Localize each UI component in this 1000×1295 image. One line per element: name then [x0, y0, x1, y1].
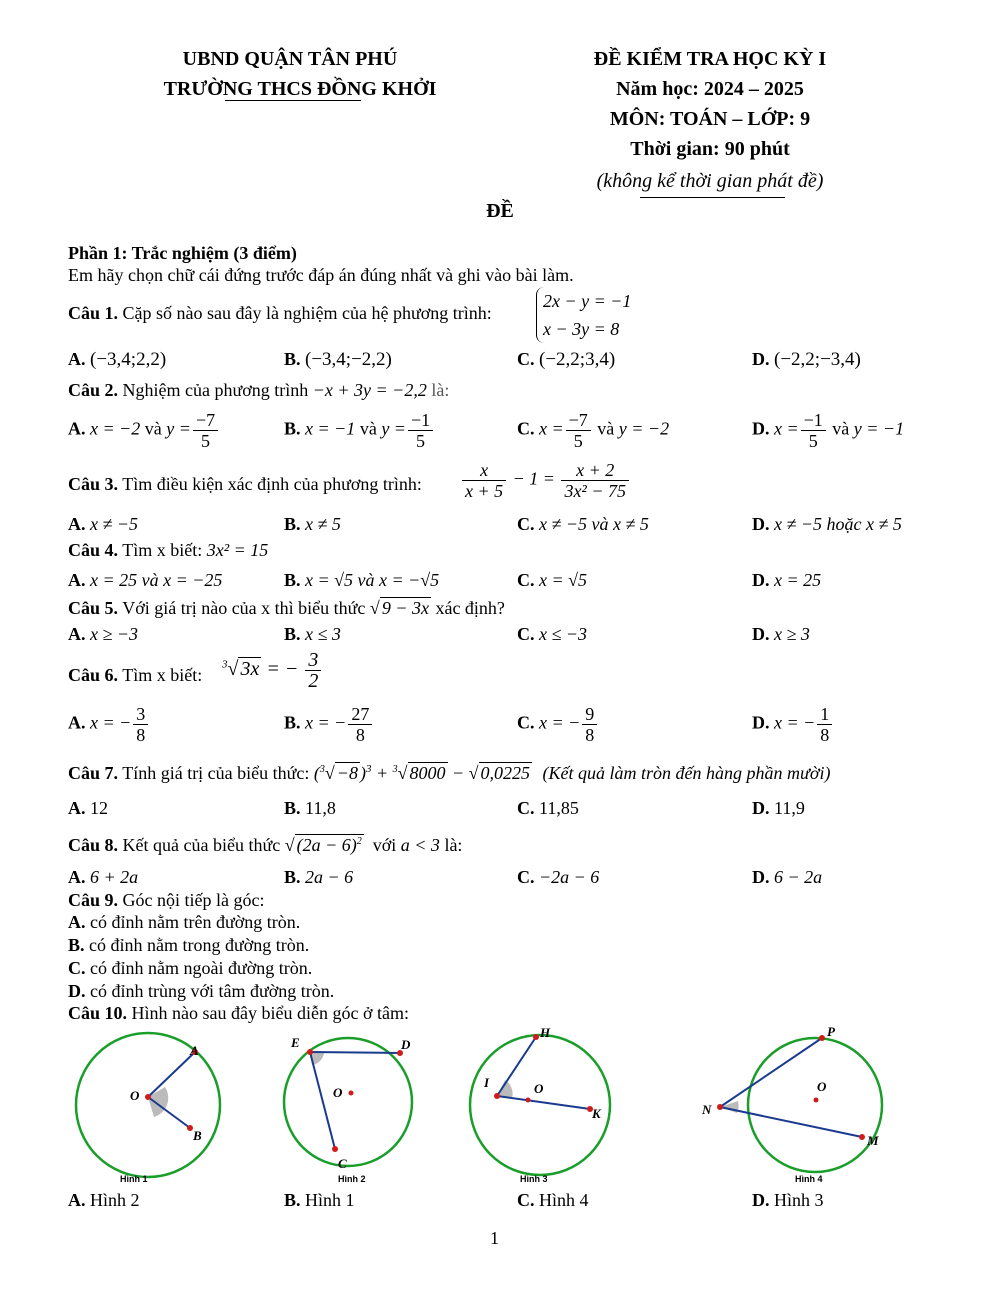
school-district: UBND QUẬN TÂN PHÚ: [182, 48, 398, 70]
point-e: [307, 1049, 313, 1055]
point-i: [494, 1093, 500, 1099]
q4-option-d[interactable]: D. x = 25: [752, 570, 822, 590]
question-10: Câu 10. Hình nào sau đây biểu diễn góc ở tâm:: [68, 1003, 409, 1023]
school-name: TRƯỜNG THCS ĐỒNG KHỞI: [163, 78, 437, 100]
q6-option-a[interactable]: A. x = − $\frac{3}{8}$: [68, 704, 150, 745]
duration-note: (không kể thời gian phát đề): [596, 170, 824, 192]
label-p: P: [827, 1025, 835, 1039]
label-d: D: [401, 1037, 411, 1052]
figure-4-circle: [748, 1038, 882, 1172]
q2-option-b[interactable]: B. x = −1 và y = $\frac{-1}{5}$: [284, 410, 435, 451]
caption-3: Hình 3: [520, 1174, 548, 1184]
q1-option-d[interactable]: D. (−2,2;−3,4): [752, 349, 861, 370]
q3-equation: $\frac{x}{x + 5}$ − 1 = $\frac{x + 2}{\text{3x² − 75}}$: [460, 460, 631, 501]
q6-option-d[interactable]: D. x = − $\frac{1}{8}$: [752, 704, 834, 745]
q7-option-c[interactable]: C. 11,85: [517, 798, 579, 818]
point-o3: [526, 1098, 531, 1103]
label-e: E: [291, 1035, 300, 1050]
figure-3: [470, 1025, 610, 1184]
q3-option-d[interactable]: D. x ≠ −5 hoặc x ≠ 5: [752, 514, 902, 534]
q5-option-d[interactable]: D. x ≥ 3: [752, 624, 810, 644]
q9-option-c[interactable]: C. có đỉnh nằm ngoài đường tròn.: [68, 958, 313, 978]
exam-label: ĐỀ: [486, 200, 514, 222]
point-h: [533, 1034, 539, 1040]
label-o4: O: [817, 1079, 827, 1094]
segment-ik: [497, 1096, 590, 1109]
q1-option-a[interactable]: A. (−3,4;2,2): [68, 349, 167, 370]
point-c: [332, 1146, 338, 1152]
question-3: Câu 3. Tìm điều kiện xác định của phương trình:: [68, 474, 422, 494]
point-n: [717, 1104, 723, 1110]
figure-1: [76, 1033, 220, 1184]
label-o: O: [130, 1088, 140, 1103]
q5-option-b[interactable]: B. x ≤ 3: [284, 624, 341, 644]
figures: [60, 1025, 940, 1185]
q8-option-d[interactable]: D. 6 − 2a: [752, 867, 823, 887]
question-7: Câu 7. Tính giá trị của biểu thức: ($^3$√ −8 )$^3$ + $^3$√ 8000 − √ 0,0225 (Kết quả làm tròn đến hàng phần mười): [68, 763, 831, 783]
label-h: H: [540, 1025, 551, 1040]
q7-option-b[interactable]: B. 11,8: [284, 798, 336, 818]
q10-option-a[interactable]: A. Hình 2: [68, 1190, 140, 1210]
label-a: A: [190, 1043, 199, 1058]
question-4: Câu 4. Tìm x biết: 3x² = 15: [68, 540, 269, 560]
question-5: Câu 5. Với giá trị nào của x thì biểu thức √ 9 − 3x xác định?: [68, 598, 505, 618]
q2-option-d[interactable]: D. x = $\frac{-1}{5}$ và y = −1: [752, 410, 905, 451]
q5-option-c[interactable]: C. x ≤ −3: [517, 624, 588, 644]
q6-equation: $^3$√ 3x = − $\frac{3}{2}$: [222, 650, 323, 691]
q7-option-d[interactable]: D. 11,9: [752, 798, 805, 818]
q5-option-a[interactable]: A. x ≥ −3: [68, 624, 139, 644]
q8-option-c[interactable]: C. −2a − 6: [517, 867, 600, 887]
label-k: K: [592, 1106, 601, 1121]
q1-option-b[interactable]: B. (−3,4;−2,2): [284, 349, 392, 370]
question-9: Câu 9. Góc nội tiếp là góc:: [68, 890, 265, 910]
header-underline-left: [225, 100, 361, 101]
q9-option-b[interactable]: B. có đỉnh nằm trong đường tròn.: [68, 935, 310, 955]
caption-4: Hình 4: [795, 1174, 823, 1184]
point-o: [145, 1094, 151, 1100]
figure-2-circle: [284, 1038, 412, 1166]
question-8: Câu 8. Kết quả của biểu thức √ $(2a - 6)^2$ với a < 3 là:: [68, 835, 463, 855]
chord-ed: [310, 1052, 400, 1053]
q4-option-a[interactable]: A. x = 25 và x = −25: [68, 570, 223, 590]
q1-option-c[interactable]: C. (−2,2;3,4): [517, 349, 616, 370]
duration: Thời gian: 90 phút: [630, 138, 790, 160]
q10-option-c[interactable]: C. Hình 4: [517, 1190, 589, 1210]
label-n: N: [702, 1102, 712, 1117]
part-instruction: Em hãy chọn chữ cái đứng trước đáp án đúng nhất và ghi vào bài làm.: [68, 265, 574, 285]
q8-option-a[interactable]: A. 6 + 2a: [68, 867, 139, 887]
part-title: Phần 1: Trắc nghiệm (3 điểm): [68, 243, 297, 263]
header-underline-right: [640, 197, 785, 198]
q2-option-c[interactable]: C. x = $\frac{-7}{5}$ và y = −2: [517, 410, 670, 451]
segment-nm: [720, 1107, 862, 1137]
q4-option-b[interactable]: B. x = √5 và x = −√5: [284, 570, 440, 590]
caption-2: Hình 2: [338, 1174, 366, 1184]
figure-2: [284, 1035, 412, 1184]
subject: MÔN: TOÁN – LỚP: 9: [609, 108, 811, 130]
q8-option-b[interactable]: B. 2a − 6: [284, 867, 354, 887]
caption-1: Hình 1: [120, 1174, 148, 1184]
q10-option-d[interactable]: D. Hình 3: [752, 1190, 824, 1210]
q7-option-a[interactable]: A. 12: [68, 798, 108, 818]
figure-3-circle: [470, 1035, 610, 1175]
equation-system: 2x − y = −1 x − 3y = 8: [536, 287, 631, 343]
label-o2: O: [333, 1085, 343, 1100]
question-2: Câu 2. Nghiệm của phương trình −x + 3y = −2,2 là:: [68, 380, 450, 400]
school-year: Năm học: 2024 – 2025: [616, 78, 804, 100]
radius-oa: [148, 1052, 195, 1097]
question-6: Câu 6. Tìm x biết:: [68, 665, 203, 685]
point-p: [819, 1035, 825, 1041]
label-c: C: [338, 1156, 347, 1171]
point-o2: [349, 1091, 354, 1096]
q6-option-b[interactable]: B. x = − $\frac{27}{8}$: [284, 704, 374, 745]
q9-option-a[interactable]: A. có đỉnh nằm trên đường tròn.: [68, 912, 301, 932]
central-angle-mark: [148, 1087, 168, 1117]
label-i: I: [484, 1075, 490, 1090]
q3-option-a[interactable]: A. x ≠ −5: [68, 514, 139, 534]
q9-option-d[interactable]: D. có đỉnh trùng với tâm đường tròn.: [68, 981, 335, 1001]
point-m: [859, 1134, 865, 1140]
q3-option-b[interactable]: B. x ≠ 5: [284, 514, 341, 534]
question-1: Câu 1. Cặp số nào sau đây là nghiệm của hệ phương trình:: [68, 303, 492, 323]
q10-option-b[interactable]: B. Hình 1: [284, 1190, 355, 1210]
page-number: 1: [490, 1228, 499, 1248]
label-m: M: [867, 1133, 879, 1148]
q6-option-c[interactable]: C. x = − $\frac{9}{8}$: [517, 704, 599, 745]
label-o3: O: [534, 1081, 544, 1096]
q2-option-a[interactable]: A. x = −2 và y = $\frac{-7}{5}$: [68, 410, 220, 451]
exam-title: ĐỀ KIỂM TRA HỌC KỲ I: [593, 48, 827, 70]
label-b: B: [193, 1128, 202, 1143]
segment-np: [720, 1038, 822, 1107]
point-o4: [814, 1098, 819, 1103]
figure-4: [701, 1025, 882, 1184]
q4-option-c[interactable]: C. x = √5: [517, 570, 588, 590]
chord-ec: [310, 1052, 335, 1149]
q3-option-c[interactable]: C. x ≠ −5 và x ≠ 5: [517, 514, 649, 534]
